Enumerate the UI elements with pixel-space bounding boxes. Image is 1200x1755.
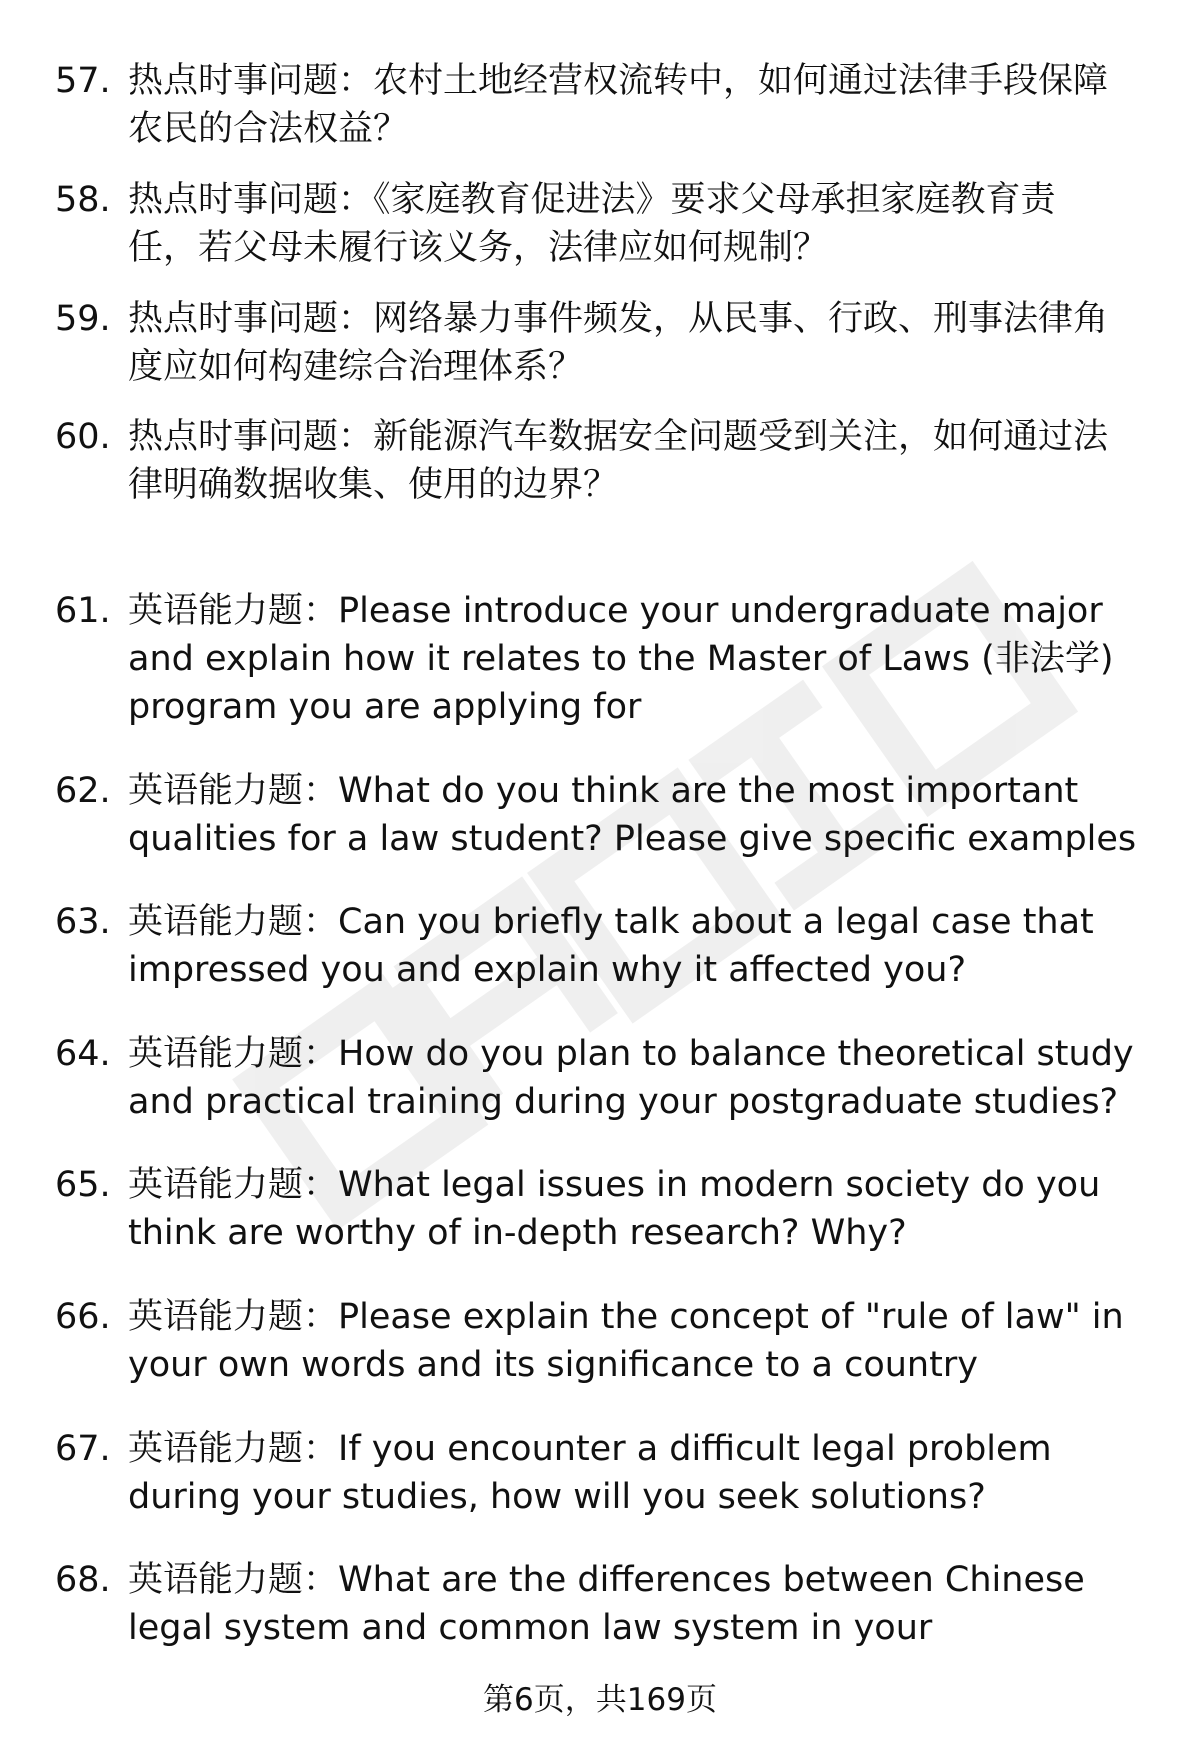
question-number: 62. xyxy=(55,771,111,811)
question-number: 61. xyxy=(55,591,111,631)
question-number: 59. xyxy=(55,299,111,339)
question-text: 英语能力题：Please explain the concept of "rule of law" in your own words and its significance to a country xyxy=(128,1297,1124,1385)
question-number: 66. xyxy=(55,1297,111,1337)
question-text: 英语能力题：What do you think are the most important qualities for a law student? Please give specific examples xyxy=(128,771,1137,859)
question-number: 63. xyxy=(55,902,111,942)
question-text: 英语能力题：Can you briefly talk about a legal case that impressed you and explain why it affected you? xyxy=(128,902,1094,990)
question-number: 60. xyxy=(55,417,111,457)
question-text: 英语能力题：If you encounter a difficult legal problem during your studies, how will you seek solutions? xyxy=(128,1429,1052,1517)
question-text: 热点时事问题：网络暴力事件频发，从民事、行政、刑事法律角 度应如何构建综合治理体系？ xyxy=(128,299,1109,387)
question-text: 热点时事问题：《家庭教育促进法》要求父母承担家庭教育责 任，若父母未履行该义务，法律应如何规制？ xyxy=(128,180,1056,268)
question-text: 英语能力题：How do you plan to balance theoretical study and practical training during your postgraduate studies? xyxy=(128,1034,1134,1122)
question-number: 64. xyxy=(55,1034,111,1074)
question-text: 英语能力题：Please introduce your undergraduate major and explain how it relates to the Master of Laws (非法学) program you are applying for xyxy=(128,591,1114,727)
question-number: 68. xyxy=(55,1560,111,1600)
question-number: 57. xyxy=(55,61,111,101)
page-footer: 第6页，共169页 xyxy=(483,1682,717,1718)
question-text: 英语能力题：What legal issues in modern society do you think are worthy of in-depth research? Why? xyxy=(128,1165,1101,1253)
question-text: 热点时事问题：农村土地经营权流转中，如何通过法律手段保障 农民的合法权益？ xyxy=(128,61,1109,149)
question-text: 英语能力题：What are the differences between Chinese legal system and common law system in your xyxy=(128,1560,1085,1648)
question-text: 热点时事问题：新能源汽车数据安全问题受到关注，如何通过法 律明确数据收集、使用的边界？ xyxy=(128,417,1109,505)
question-number: 58. xyxy=(55,180,111,220)
question-number: 65. xyxy=(55,1165,111,1205)
question-number: 67. xyxy=(55,1429,111,1469)
